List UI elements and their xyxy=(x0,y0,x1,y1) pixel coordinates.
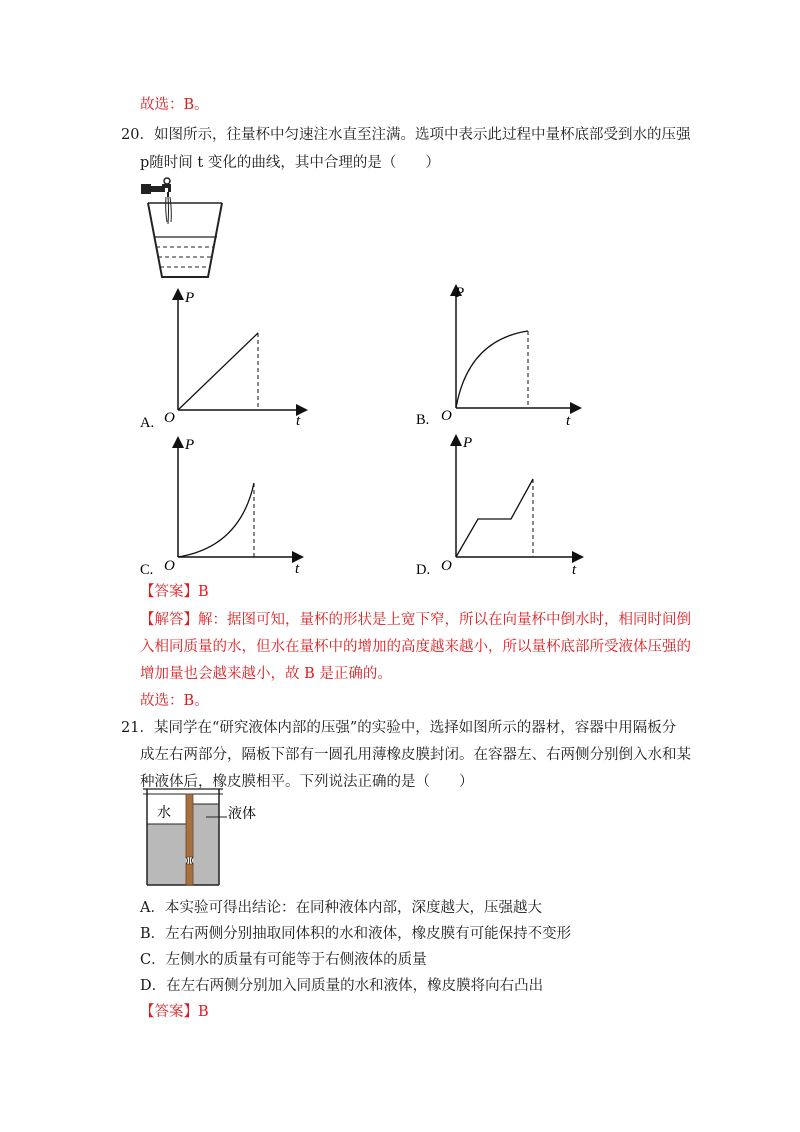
measuring-cup-figure xyxy=(138,170,230,282)
graph-option-a xyxy=(130,282,320,432)
partitioned-container-figure xyxy=(140,784,280,894)
q20-stem-line-1: 20．如图所示，往量杯中匀速注水直至注满。选项中表示此过程中量杯底部受到水的压强 xyxy=(121,127,691,143)
graph-b-y-label: P xyxy=(455,285,465,301)
water-label: 水 xyxy=(157,806,171,821)
graph-b-origin: O xyxy=(441,408,452,424)
q21-option-d: D．在左右两侧分别加入同质量的水和液体，橡皮膜将向右凸出 xyxy=(140,978,544,994)
q20-analysis-line-2: 入相同质量的水，但水在量杯中的增加的高度越来越小，所以量杯底部所受液体压强的 xyxy=(140,639,691,655)
graph-b-label: B. xyxy=(416,412,430,428)
graph-a-y-label: P xyxy=(185,290,195,306)
q21-option-a: A．本实验可得出结论：在同种液体内部，深度越大，压强越大 xyxy=(140,900,542,916)
graph-option-b xyxy=(408,282,598,432)
q21-option-c: C．左侧水的质量有可能等于右侧液体的质量 xyxy=(140,952,427,968)
graph-option-c xyxy=(130,432,320,582)
previous-answer-choice: 故选：B。 xyxy=(140,97,209,113)
q21-option-b: B．左右两侧分别抽取同体积的水和液体，橡皮膜有可能保持不变形 xyxy=(140,926,572,942)
q21-stem-line-1: 21．某同学在“研究液体内部的压强”的实验中，选择如图所示的器材，容器中用隔板分 xyxy=(121,720,677,736)
graph-d-origin: O xyxy=(441,558,452,574)
graph-c-y-label: P xyxy=(185,437,195,453)
q21-answer: 【答案】B xyxy=(140,1004,209,1020)
graph-a-origin: O xyxy=(164,410,175,426)
graph-option-d xyxy=(408,432,598,582)
q20-answer-choice: 故选：B。 xyxy=(140,693,209,709)
q20-analysis-line-1: 【解答】解：据图可知，量杯的形状是上宽下窄，所以在向量杯中倒水时，相同时间倒 xyxy=(140,612,691,628)
graph-d-label: D. xyxy=(416,562,431,578)
graph-c-x-label: t xyxy=(295,561,300,577)
q21-stem-line-2: 成左右两部分，隔板下部有一圆孔用薄橡皮膜封闭。在容器左、右两侧分别倒入水和某 xyxy=(140,747,691,763)
liquid-label: 液体 xyxy=(228,807,256,822)
graph-d-x-label: t xyxy=(572,562,577,578)
q20-answer: 【答案】B xyxy=(140,584,209,600)
graph-c-label: C. xyxy=(140,562,154,578)
q21-stem-line-3: 种液体后，橡皮膜相平。下列说法正确的是（ ） xyxy=(140,774,474,790)
graph-d-y-label: P xyxy=(463,435,473,451)
graph-c-origin: O xyxy=(164,558,175,574)
q20-analysis-line-3: 增加量也会越来越小，故 B 是正确的。 xyxy=(140,666,392,682)
graph-a-label: A. xyxy=(140,415,155,431)
graph-a-x-label: t xyxy=(296,413,301,429)
graph-b-x-label: t xyxy=(566,413,571,429)
q20-stem-line-2: p随时间 t 变化的曲线，其中合理的是（ ） xyxy=(140,155,440,171)
